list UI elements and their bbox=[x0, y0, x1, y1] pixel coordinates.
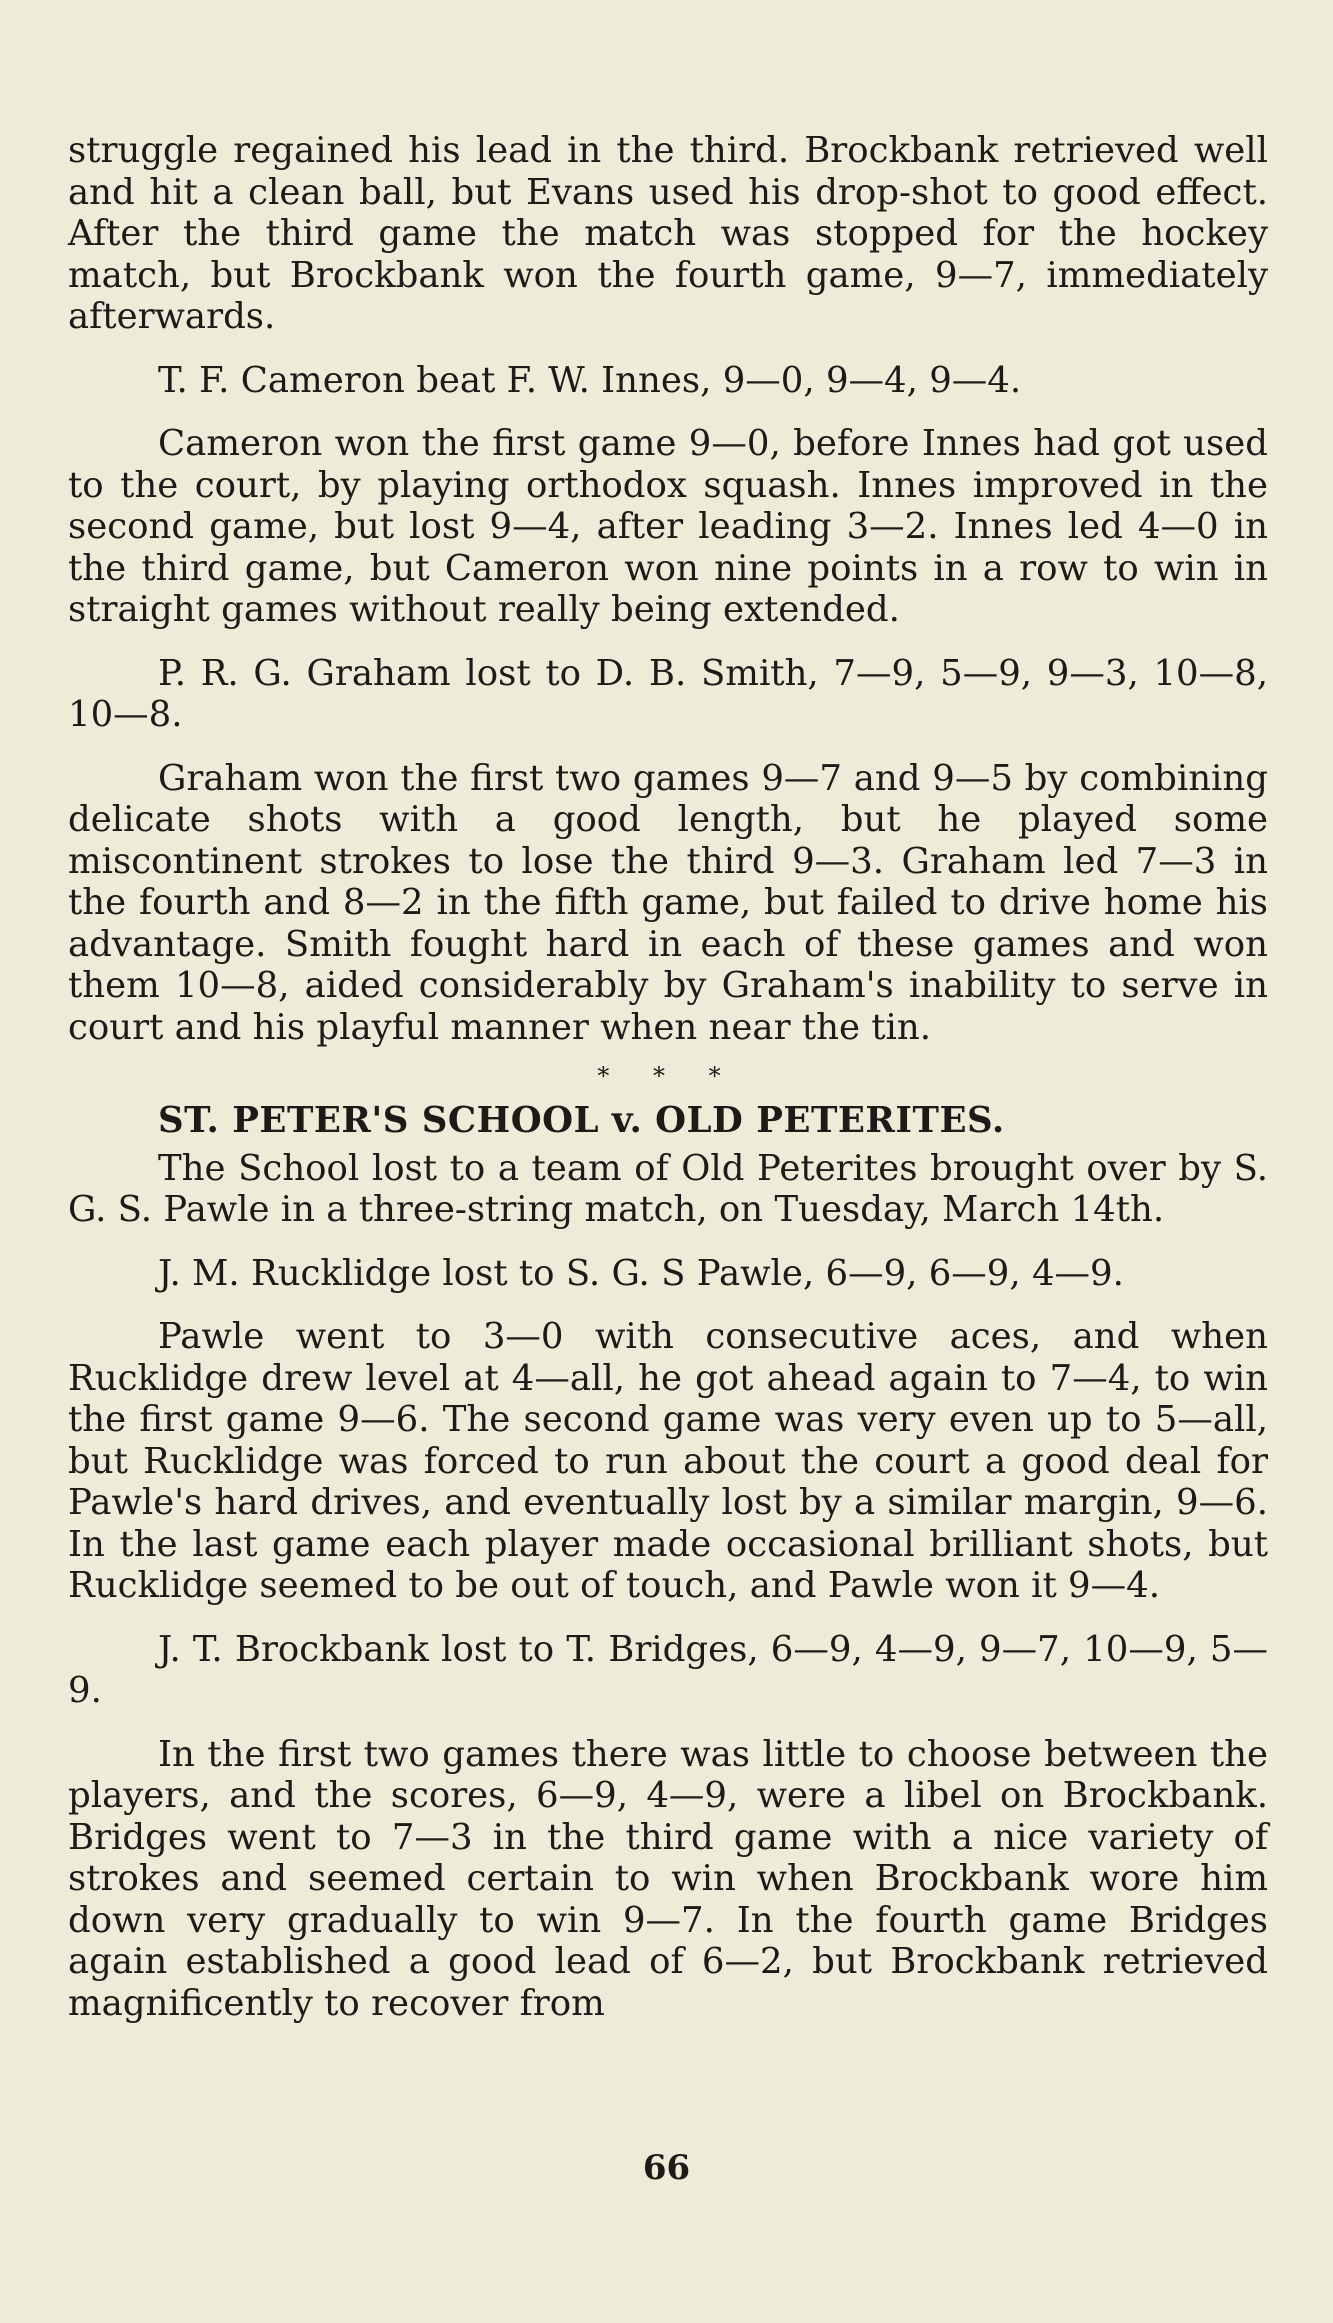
page-body bbox=[68, 130, 1268, 2046]
paragraph-rucklidge-pawle: Pawle went to 3—0 with consecutive aces, and when Rucklidge drew level at 4—all, he got ahead again to 7—4, to win the first game 9—6. The second game was very even up to 5—all, but Rucklidge was forced to run about the court a good deal for Pawle's hard drives, and eventually lost by a similar margin, 9—6. In the last game each player made occasional brilliant shots, but Rucklidge seemed to be out of touch, and Pawle won it 9—4. bbox=[68, 1316, 1268, 1606]
match-result-graham-smith: P. R. G. Graham lost to D. B. Smith, 7—9, 5—9, 9—3, 10—8, 10—8. bbox=[68, 652, 1268, 735]
paragraph-continuation: struggle regained his lead in the third. Brockbank retrieved well and hit a clean ball, but Evans used his drop-shot to good effect. After the third game the match was stopped for the hockey match, but Brockbank won the fourth game, 9—7, immediately afterwards. bbox=[68, 130, 1268, 337]
paragraph-cameron-innes: Cameron won the first game 9—0, before Innes had got used to the court, by playing orthodox squash. Innes improved in the second game, but lost 9—4, after leading 3—2. Innes led 4—0 in the third game, but Cameron won nine points in a row to win in straight games without really being extended. bbox=[68, 423, 1268, 630]
paragraph-brockbank-bridges: In the first two games there was little to choose between the players, and the scores, 6—9, 4—9, were a libel on Brockbank. Bridges went to 7—3 in the third game with a nice variety of strokes and seemed certain to win when Brockbank wore him down very gradually to win 9—7. In the fourth game Bridges again established a good lead of 6—2, but Brockbank retrieved magnificently to recover from bbox=[68, 1733, 1268, 2024]
section-heading: ST. PETER'S SCHOOL v. OLD PETERITES. bbox=[158, 1100, 1005, 1141]
section-divider-stars: * * * bbox=[597, 1062, 739, 1090]
match-result-brockbank-bridges: J. T. Brockbank lost to T. Bridges, 6—9, 4—9, 9—7, 10—9, 5—9. bbox=[68, 1628, 1268, 1711]
match-result-rucklidge-pawle: J. M. Rucklidge lost to S. G. S Pawle, 6—9, 6—9, 4—9. bbox=[158, 1252, 1124, 1294]
paragraph-school-intro: The School lost to a team of Old Peterites brought over by S. G. S. Pawle in a three-string match, on Tuesday, March 14th. bbox=[68, 1147, 1268, 1230]
paragraph-graham-smith: Graham won the first two games 9—7 and 9—5 by combining delicate shots with a good length, but he played some miscontinent strokes to lose the third 9—3. Graham led 7—3 in the fourth and 8—2 in the fifth game, but failed to drive home his advantage. Smith fought hard in each of these games and won them 10—8, aided considerably by Graham's inability to serve in court and his playful manner when near the tin. bbox=[68, 757, 1268, 1048]
page-number: 66 bbox=[642, 2148, 691, 2188]
match-result-cameron-innes: T. F. Cameron beat F. W. Innes, 9—0, 9—4, 9—4. bbox=[158, 359, 1022, 401]
